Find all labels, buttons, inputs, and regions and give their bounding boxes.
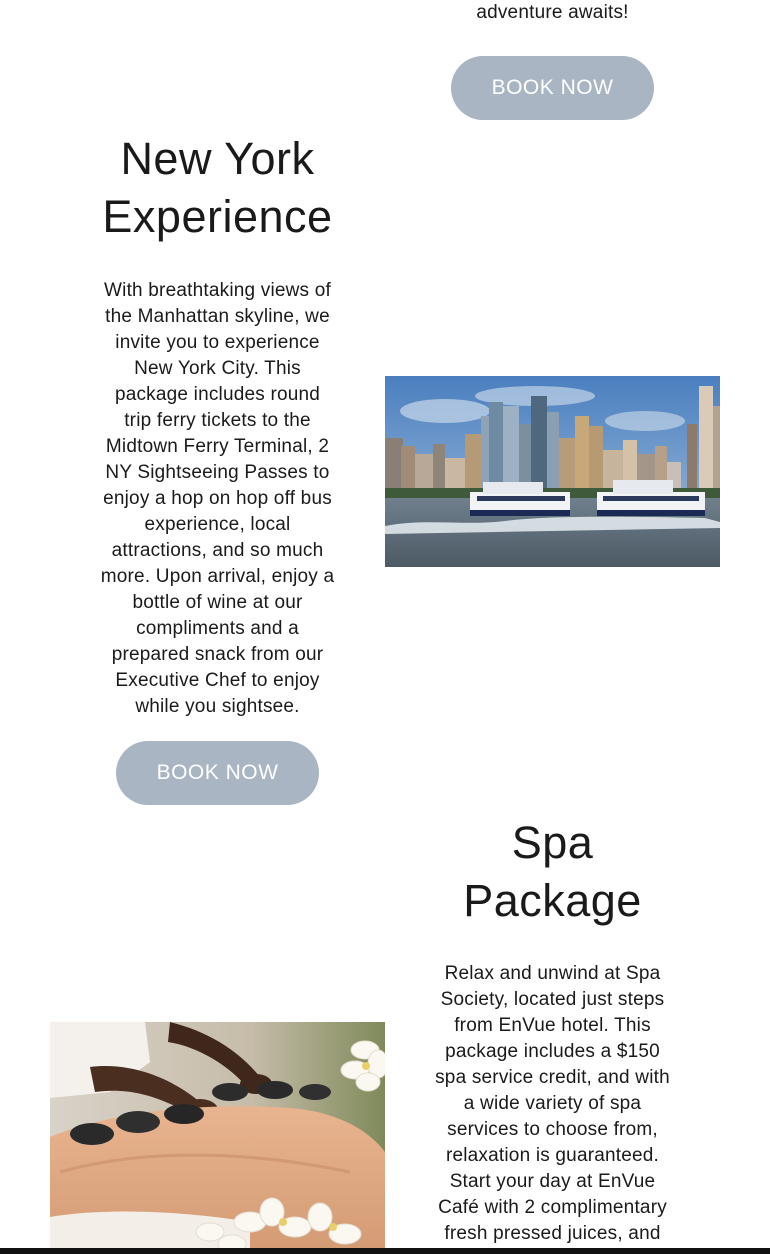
body-line: relaxation is guaranteed. <box>445 1145 660 1166</box>
new-york-title <box>50 130 385 246</box>
body-line: enjoy a hop on hop off bus <box>103 488 332 509</box>
new-york-description <box>50 278 385 720</box>
bottom-edge-bar <box>0 1248 770 1254</box>
body-line: a wide variety of spa <box>463 1093 642 1114</box>
intro-tail-text: adventure awaits! <box>476 2 629 23</box>
new-york-title-line1: New York <box>120 133 315 184</box>
body-line: attractions, and so much <box>111 540 324 561</box>
spa-description <box>385 961 720 1247</box>
spa-title <box>385 814 720 930</box>
body-line: Relax and unwind at Spa <box>444 963 661 984</box>
spa-body-text <box>385 961 720 1247</box>
body-line: package includes round <box>114 384 321 405</box>
spa-title-line2: Package <box>463 875 642 926</box>
body-line: spa service credit, and with <box>435 1067 670 1088</box>
body-line: more. Upon arrival, enjoy a <box>100 566 335 587</box>
body-line: experience, local <box>144 514 291 535</box>
body-line: New York City. This <box>134 358 301 379</box>
new-york-book-now-button[interactable]: BOOK NOW <box>116 741 319 805</box>
body-line: Café with 2 complimentary <box>438 1197 667 1218</box>
body-line: the Manhattan skyline, we <box>105 306 330 327</box>
body-line: fresh pressed juices, and <box>444 1223 661 1244</box>
body-line: bottle of wine at our <box>132 592 303 613</box>
body-line: services to choose from, <box>447 1119 658 1140</box>
intro-book-now-button[interactable]: BOOK NOW <box>451 56 654 120</box>
new-york-body-text <box>50 278 385 720</box>
manhattan-skyline-ferries-photo <box>385 376 720 567</box>
body-line: Society, located just steps <box>440 989 665 1010</box>
hot-stone-massage-photo <box>50 1022 385 1254</box>
body-line: trip ferry tickets to the <box>124 410 311 431</box>
body-line: Executive Chef to enjoy <box>115 670 320 691</box>
body-line: from EnVue hotel. This <box>454 1015 651 1036</box>
spa-title-line1: Spa <box>511 817 594 868</box>
body-line: Midtown Ferry Terminal, 2 <box>105 436 330 457</box>
body-line: With breathtaking views of <box>104 280 331 301</box>
body-line: package includes a $150 <box>445 1041 660 1062</box>
body-line: compliments and a <box>136 618 299 639</box>
body-line: invite you to experience <box>115 332 320 353</box>
body-line: prepared snack from our <box>111 644 324 665</box>
body-line: while you sightsee. <box>135 696 300 717</box>
body-line: NY Sightseeing Passes to <box>105 462 330 483</box>
body-line: Start your day at EnVue <box>449 1171 656 1192</box>
new-york-title-line2: Experience <box>102 191 333 242</box>
